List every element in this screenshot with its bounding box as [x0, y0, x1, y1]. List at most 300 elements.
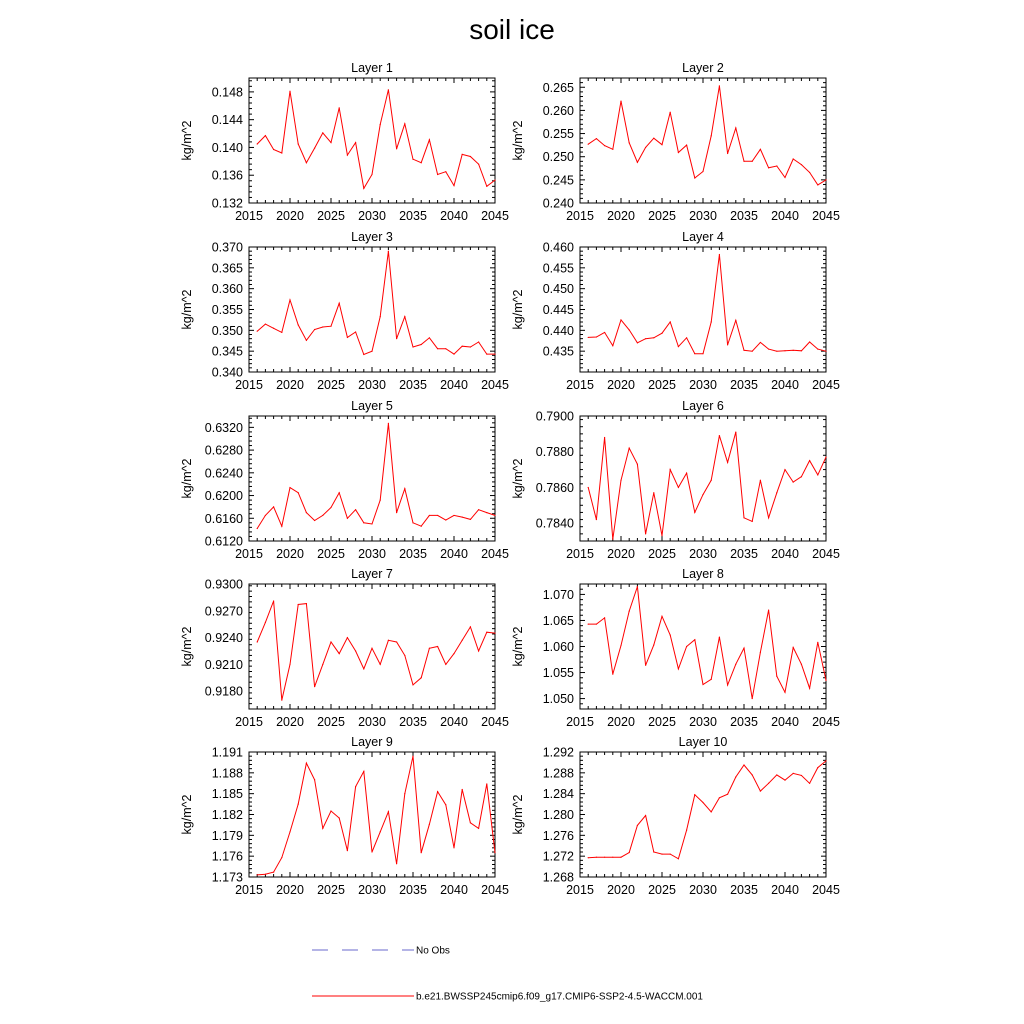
data-point — [470, 822, 471, 823]
data-point — [743, 350, 744, 351]
data-point — [686, 473, 687, 474]
panel-title: Layer 5 — [351, 399, 393, 413]
data-point — [735, 664, 736, 665]
data-point — [588, 487, 589, 488]
data-point — [453, 653, 454, 654]
data-point — [727, 153, 728, 154]
data-point — [776, 492, 777, 493]
data-point — [760, 149, 761, 150]
data-point — [727, 344, 728, 345]
data-point — [265, 622, 266, 623]
x-tick-label: 2030 — [358, 883, 386, 897]
x-tick-label: 2040 — [440, 883, 468, 897]
x-tick-label: 2045 — [481, 547, 509, 561]
x-tick-label: 2035 — [730, 715, 758, 729]
data-point — [494, 852, 495, 853]
data-point — [478, 650, 479, 651]
y-tick-label: 1.284 — [542, 787, 574, 802]
data-point — [273, 506, 274, 507]
x-tick-label: 2040 — [440, 547, 468, 561]
y-tick-label: 1.276 — [542, 828, 574, 843]
y-tick-label: 0.460 — [542, 240, 574, 255]
chart-panel-1 — [180, 61, 509, 223]
data-point — [347, 518, 348, 519]
y-axis-label: kg/m^2 — [180, 458, 194, 499]
data-point — [711, 135, 712, 136]
data-point — [388, 89, 389, 90]
chart-panel-6 — [511, 399, 840, 561]
data-point — [421, 677, 422, 678]
data-point — [670, 634, 671, 635]
data-point — [686, 145, 687, 146]
x-tick-label: 2015 — [235, 547, 263, 561]
x-tick-label: 2045 — [481, 378, 509, 392]
y-tick-label: 0.360 — [211, 282, 243, 297]
chart-panel-2 — [511, 61, 840, 223]
data-point — [637, 342, 638, 343]
data-point — [486, 353, 487, 354]
x-tick-label: 2040 — [771, 209, 799, 223]
y-tick-label: 1.185 — [211, 787, 243, 802]
data-point — [281, 699, 282, 700]
data-point — [339, 492, 340, 493]
data-point — [380, 124, 381, 125]
y-tick-label: 0.435 — [542, 344, 574, 359]
legend-label-model: b.e21.BWSSP245cmip6.f09_g17.CMIP6-SSP2-4.5-WACCM.001 — [416, 991, 703, 1003]
y-tick-label: 0.450 — [542, 282, 574, 297]
data-point — [825, 456, 826, 457]
data-point — [694, 794, 695, 795]
x-tick-label: 2040 — [440, 715, 468, 729]
data-point — [711, 679, 712, 680]
data-point — [629, 142, 630, 143]
y-tick-label: 0.6240 — [204, 466, 243, 481]
data-point — [462, 640, 463, 641]
x-tick-label: 2030 — [358, 209, 386, 223]
x-tick-label: 2035 — [730, 209, 758, 223]
y-tick-label: 0.355 — [211, 303, 243, 317]
data-point — [694, 639, 695, 640]
data-point — [752, 161, 753, 162]
plot-frame — [580, 416, 826, 541]
data-point — [793, 647, 794, 648]
data-point — [620, 480, 621, 481]
data-point — [694, 177, 695, 178]
x-tick-label: 2025 — [648, 378, 676, 392]
plot-frame — [249, 78, 495, 203]
data-point — [735, 776, 736, 777]
data-point — [396, 338, 397, 339]
data-point — [322, 515, 323, 516]
data-point — [404, 316, 405, 317]
x-tick-label: 2020 — [607, 715, 635, 729]
data-point — [743, 647, 744, 648]
data-point — [760, 480, 761, 481]
data-point — [825, 680, 826, 681]
data-point — [711, 811, 712, 812]
data-point — [702, 684, 703, 685]
data-point — [421, 344, 422, 345]
data-point — [314, 148, 315, 149]
data-point — [604, 857, 605, 858]
panel-title: Layer 3 — [351, 230, 393, 244]
series-line — [257, 756, 495, 875]
data-point — [453, 353, 454, 354]
y-tick-label: 0.260 — [542, 103, 574, 118]
data-point — [363, 668, 364, 669]
data-point — [596, 624, 597, 625]
data-point — [784, 692, 785, 693]
data-point — [760, 342, 761, 343]
y-tick-label: 1.065 — [542, 613, 574, 628]
data-point — [793, 481, 794, 482]
data-point — [809, 688, 810, 689]
y-tick-label: 0.250 — [542, 150, 574, 165]
x-tick-label: 2040 — [771, 378, 799, 392]
data-point — [494, 515, 495, 516]
y-tick-label: 0.140 — [211, 140, 243, 155]
x-tick-label: 2030 — [689, 378, 717, 392]
data-point — [314, 520, 315, 521]
data-point — [629, 852, 630, 853]
data-point — [314, 686, 315, 687]
data-point — [445, 519, 446, 520]
data-point — [273, 149, 274, 150]
y-tick-label: 0.6200 — [204, 489, 243, 504]
data-point — [604, 332, 605, 333]
data-point — [445, 171, 446, 172]
data-point — [330, 326, 331, 327]
y-tick-label: 0.136 — [211, 168, 243, 183]
data-point — [793, 158, 794, 159]
data-point — [289, 299, 290, 300]
x-tick-label: 2040 — [440, 378, 468, 392]
data-point — [339, 653, 340, 654]
data-point — [380, 316, 381, 317]
data-point — [645, 338, 646, 339]
y-tick-label: 1.182 — [211, 808, 243, 822]
data-point — [478, 164, 479, 165]
x-tick-label: 2025 — [648, 209, 676, 223]
data-point — [801, 664, 802, 665]
y-tick-label: 0.345 — [211, 344, 243, 359]
plot-frame — [580, 584, 826, 709]
data-point — [298, 803, 299, 804]
data-point — [809, 460, 810, 461]
data-point — [437, 646, 438, 647]
x-tick-label: 2030 — [689, 883, 717, 897]
data-point — [421, 526, 422, 527]
x-tick-label: 2030 — [689, 209, 717, 223]
x-tick-label: 2015 — [235, 209, 263, 223]
data-point — [653, 644, 654, 645]
chart-panel-10 — [511, 735, 840, 897]
data-point — [462, 517, 463, 518]
data-point — [355, 509, 356, 510]
data-point — [265, 874, 266, 875]
x-tick-label: 2035 — [399, 547, 427, 561]
data-point — [404, 793, 405, 794]
data-point — [371, 523, 372, 524]
data-point — [711, 321, 712, 322]
data-point — [412, 159, 413, 160]
data-point — [265, 323, 266, 324]
data-point — [653, 138, 654, 139]
data-point — [596, 857, 597, 858]
y-tick-label: 0.365 — [211, 261, 243, 276]
data-point — [470, 346, 471, 347]
data-point — [273, 872, 274, 873]
data-point — [445, 664, 446, 665]
data-point — [478, 828, 479, 829]
data-point — [776, 351, 777, 352]
data-point — [330, 507, 331, 508]
series-line — [257, 251, 495, 354]
x-tick-label: 2045 — [812, 378, 840, 392]
x-tick-label: 2015 — [566, 378, 594, 392]
data-point — [363, 188, 364, 189]
data-point — [380, 831, 381, 832]
data-point — [494, 633, 495, 634]
data-point — [412, 684, 413, 685]
data-point — [817, 184, 818, 185]
data-point — [743, 517, 744, 518]
panel-title: Layer 4 — [682, 230, 724, 244]
y-tick-label: 1.070 — [542, 587, 574, 602]
y-tick-label: 0.6120 — [204, 534, 243, 549]
plot-frame — [249, 752, 495, 877]
data-point — [727, 462, 728, 463]
data-point — [429, 139, 430, 140]
data-point — [752, 698, 753, 699]
data-point — [462, 346, 463, 347]
data-point — [604, 617, 605, 618]
data-point — [494, 353, 495, 354]
data-point — [661, 616, 662, 617]
data-point — [653, 492, 654, 493]
y-tick-label: 1.292 — [542, 745, 574, 760]
data-point — [612, 674, 613, 675]
data-point — [588, 857, 589, 858]
data-point — [478, 509, 479, 510]
y-tick-label: 0.7880 — [535, 445, 574, 460]
data-point — [289, 664, 290, 665]
x-tick-label: 2030 — [689, 715, 717, 729]
data-point — [429, 824, 430, 825]
x-tick-label: 2030 — [358, 378, 386, 392]
y-tick-label: 1.176 — [211, 849, 243, 864]
data-point — [289, 91, 290, 92]
y-tick-label: 0.9270 — [204, 604, 243, 619]
y-tick-label: 1.060 — [542, 640, 574, 654]
x-tick-label: 2035 — [399, 883, 427, 897]
data-point — [404, 655, 405, 656]
data-point — [768, 517, 769, 518]
data-point — [388, 811, 389, 812]
y-tick-label: 1.272 — [542, 849, 574, 864]
series-line — [588, 255, 826, 354]
data-point — [653, 337, 654, 338]
chart-panel-7 — [180, 567, 509, 729]
y-tick-label: 0.340 — [211, 365, 243, 380]
data-point — [612, 539, 613, 540]
data-point — [412, 522, 413, 523]
data-point — [678, 487, 679, 488]
x-tick-label: 2030 — [689, 547, 717, 561]
plot-frame — [249, 247, 495, 372]
data-point — [670, 469, 671, 470]
series-line — [588, 761, 826, 859]
data-point — [470, 156, 471, 157]
data-point — [314, 329, 315, 330]
data-point — [588, 144, 589, 145]
data-point — [817, 348, 818, 349]
data-point — [793, 773, 794, 774]
data-point — [486, 783, 487, 784]
x-tick-label: 2030 — [358, 547, 386, 561]
y-tick-label: 1.191 — [211, 745, 243, 760]
x-tick-label: 2040 — [771, 715, 799, 729]
data-point — [388, 423, 389, 424]
data-point — [694, 353, 695, 354]
data-point — [371, 648, 372, 649]
data-point — [784, 177, 785, 178]
data-point — [752, 521, 753, 522]
data-point — [768, 167, 769, 168]
data-point — [396, 512, 397, 513]
figure-title: soil ice — [469, 14, 555, 45]
data-point — [678, 346, 679, 347]
data-point — [298, 324, 299, 325]
y-tick-label: 0.6160 — [204, 511, 243, 526]
data-point — [793, 350, 794, 351]
x-tick-label: 2040 — [440, 209, 468, 223]
y-tick-label: 0.144 — [211, 113, 243, 128]
data-point — [776, 676, 777, 677]
data-point — [494, 179, 495, 180]
x-tick-label: 2025 — [648, 547, 676, 561]
plot-frame — [580, 752, 826, 877]
x-tick-label: 2040 — [771, 883, 799, 897]
y-axis-label: kg/m^2 — [180, 626, 194, 667]
data-point — [809, 783, 810, 784]
data-point — [661, 144, 662, 145]
y-tick-label: 1.055 — [542, 666, 574, 681]
data-point — [670, 112, 671, 113]
data-point — [314, 779, 315, 780]
series-line — [257, 90, 495, 189]
data-point — [809, 341, 810, 342]
chart-panel-5 — [180, 399, 509, 561]
data-point — [257, 528, 258, 529]
y-tick-label: 0.445 — [542, 303, 574, 317]
data-point — [678, 668, 679, 669]
data-point — [347, 154, 348, 155]
data-point — [784, 780, 785, 781]
panel-title: Layer 10 — [678, 735, 728, 749]
series-line — [257, 601, 495, 700]
y-tick-label: 0.255 — [542, 127, 574, 142]
data-point — [686, 830, 687, 831]
x-tick-label: 2035 — [399, 715, 427, 729]
data-point — [281, 152, 282, 153]
y-axis-label: kg/m^2 — [511, 626, 525, 667]
data-point — [355, 142, 356, 143]
y-axis-label: kg/m^2 — [511, 794, 525, 835]
data-point — [620, 319, 621, 320]
data-point — [653, 851, 654, 852]
data-point — [462, 789, 463, 790]
x-tick-label: 2020 — [607, 547, 635, 561]
data-point — [620, 645, 621, 646]
y-axis-label: kg/m^2 — [180, 794, 194, 835]
panel-title: Layer 9 — [351, 735, 393, 749]
y-tick-label: 1.179 — [211, 828, 243, 843]
data-point — [339, 303, 340, 304]
y-tick-label: 0.7840 — [535, 516, 574, 531]
data-point — [355, 331, 356, 332]
data-point — [273, 328, 274, 329]
data-point — [817, 642, 818, 643]
data-point — [380, 664, 381, 665]
panel-title: Layer 6 — [682, 399, 724, 413]
x-tick-label: 2035 — [730, 883, 758, 897]
data-point — [686, 337, 687, 338]
x-tick-label: 2035 — [730, 378, 758, 392]
data-point — [760, 790, 761, 791]
data-point — [727, 684, 728, 685]
data-point — [588, 337, 589, 338]
x-tick-label: 2020 — [276, 547, 304, 561]
y-axis-label: kg/m^2 — [511, 458, 525, 499]
plot-frame — [249, 416, 495, 541]
data-point — [347, 850, 348, 851]
data-point — [298, 492, 299, 493]
x-tick-label: 2035 — [730, 547, 758, 561]
data-point — [486, 186, 487, 187]
data-point — [347, 337, 348, 338]
data-point — [637, 464, 638, 465]
data-point — [396, 148, 397, 149]
data-point — [355, 786, 356, 787]
data-point — [462, 154, 463, 155]
y-tick-label: 1.268 — [542, 870, 574, 885]
data-point — [784, 469, 785, 470]
y-tick-label: 0.6320 — [204, 420, 243, 435]
data-point — [437, 348, 438, 349]
data-point — [768, 609, 769, 610]
data-point — [330, 810, 331, 811]
data-point — [752, 774, 753, 775]
data-point — [588, 624, 589, 625]
data-point — [453, 515, 454, 516]
data-point — [257, 874, 258, 875]
panel-title: Layer 8 — [682, 567, 724, 581]
data-point — [801, 350, 802, 351]
x-tick-label: 2035 — [399, 378, 427, 392]
y-axis-label: kg/m^2 — [180, 289, 194, 330]
data-point — [470, 626, 471, 627]
series-line — [588, 86, 826, 185]
data-point — [322, 828, 323, 829]
data-point — [306, 162, 307, 163]
data-point — [825, 179, 826, 180]
data-point — [322, 326, 323, 327]
y-tick-label: 0.7860 — [535, 480, 574, 495]
chart-panel-3 — [180, 230, 509, 392]
data-point — [596, 336, 597, 337]
data-point — [637, 586, 638, 587]
